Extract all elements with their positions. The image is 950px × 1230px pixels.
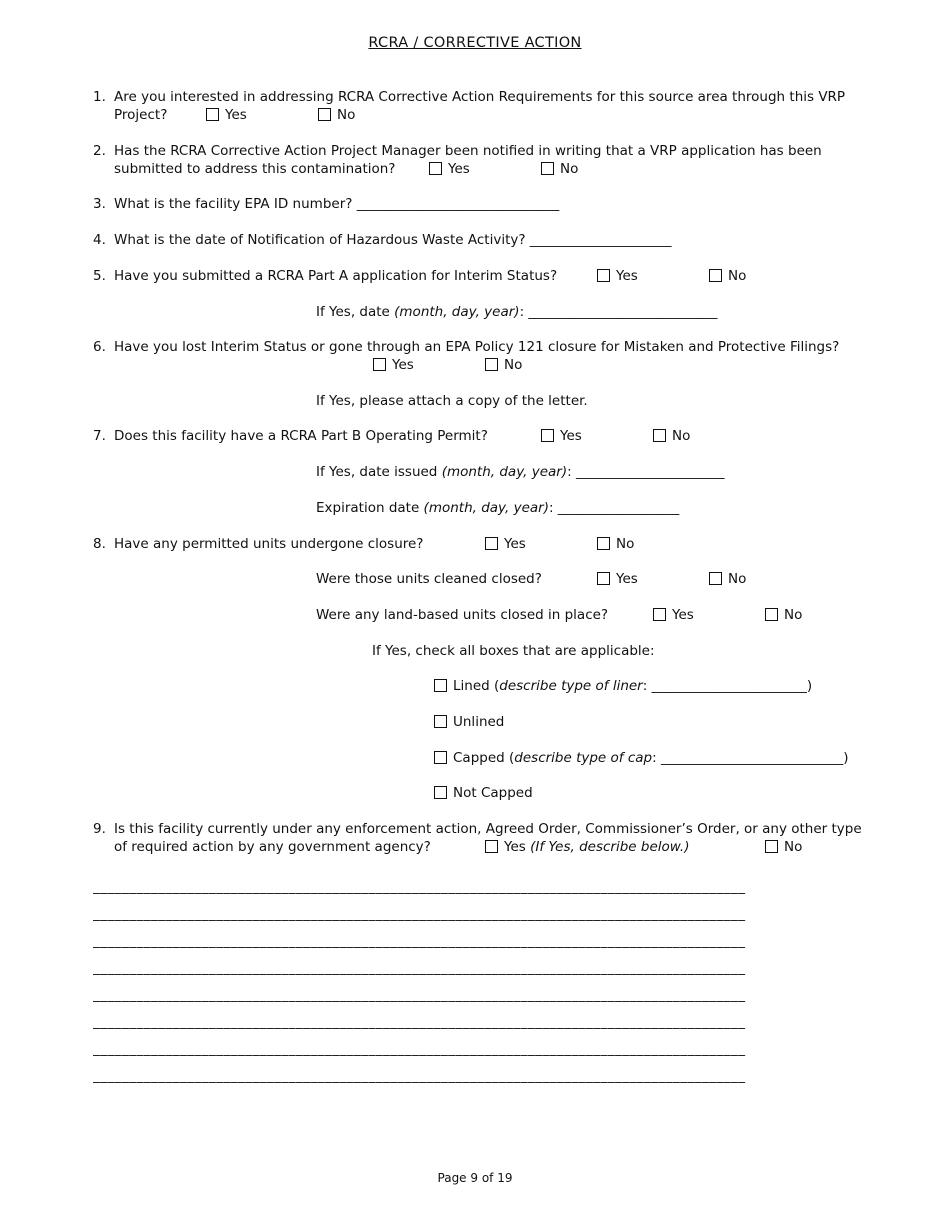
no-label: No: [560, 161, 579, 177]
q1-text: Are you interested in addressing RCRA Corrective Action Requirements for this source area through this VRP: [114, 89, 846, 105]
yes-label: Yes: [616, 571, 638, 587]
q5-yes-option[interactable]: [597, 267, 638, 285]
q7-expiration-date-field[interactable]: [316, 499, 679, 517]
answer-line[interactable]: __________________________________________________________________________________________: [93, 933, 746, 949]
yes-label: Yes: [560, 428, 582, 444]
capped-label: Capped (: [453, 750, 515, 766]
yes-label: Yes: [672, 607, 694, 623]
q2-text-cont: submitted to address this contamination?: [114, 161, 396, 177]
q7-no-checkbox[interactable]: [653, 429, 666, 442]
q5-text: Have you submitted a RCRA Part A application for Interim Status?: [114, 268, 558, 284]
no-label: No: [728, 571, 747, 587]
q8-cleaned-yes-option[interactable]: [597, 570, 638, 588]
q1-number: 1.: [93, 89, 106, 105]
q6-text: Have you lost Interim Status or gone through an EPA Policy 121 closure for Mistaken and Protective Filings?: [114, 339, 840, 355]
q9-number: 9.: [93, 821, 106, 837]
q1-yes-option[interactable]: [206, 106, 247, 124]
q6-yes-checkbox[interactable]: [373, 358, 386, 371]
q5-no-checkbox[interactable]: [709, 269, 722, 282]
q8-cleaned-no-checkbox[interactable]: [709, 572, 722, 585]
yes-label: Yes: [448, 161, 470, 177]
q7-expiration-format: (month, day, year): [423, 500, 549, 516]
answer-line[interactable]: __________________________________________________________________________________________: [93, 960, 746, 976]
lined-describe-hint: describe type of liner: [499, 678, 643, 694]
answer-line[interactable]: __________________________________________________________________________________________: [93, 1041, 746, 1057]
q2-yes-option[interactable]: [429, 160, 470, 178]
q9-no-checkbox[interactable]: [765, 840, 778, 853]
q5-number: 5.: [93, 268, 106, 284]
q4-notification-date-field[interactable]: What is the date of Notification of Hazardous Waste Activity? _____________________: [114, 232, 672, 248]
q3-epa-id-field[interactable]: What is the facility EPA ID number? ______________________________: [114, 196, 560, 212]
q2-yes-checkbox[interactable]: [429, 162, 442, 175]
q8-number: 8.: [93, 536, 106, 552]
q2-no-option[interactable]: [541, 160, 578, 178]
q6-yes-option[interactable]: [373, 356, 414, 374]
q8-unlined-option[interactable]: [434, 713, 504, 731]
page-number: Page 9 of 19: [437, 1171, 513, 1185]
q8-land-yes-option[interactable]: [653, 606, 694, 624]
answer-line[interactable]: __________________________________________________________________________________________: [93, 879, 746, 895]
q7-yes-checkbox[interactable]: [541, 429, 554, 442]
q8-land-no-option[interactable]: [765, 606, 802, 624]
q7-expiration-blank[interactable]: : __________________: [548, 500, 680, 516]
q4-number: 4.: [93, 232, 106, 248]
answer-line[interactable]: __________________________________________________________________________________________: [93, 1068, 746, 1084]
lined-blank[interactable]: : _______________________): [642, 678, 813, 694]
q8-lined-option[interactable]: [434, 677, 812, 695]
page-title: RCRA / CORRECTIVE ACTION: [368, 35, 582, 51]
q1-yes-checkbox[interactable]: [206, 108, 219, 121]
q8-land-based-text: Were any land-based units closed in place?: [316, 607, 609, 623]
q8-lined-checkbox[interactable]: [434, 679, 447, 692]
q8-land-no-checkbox[interactable]: [765, 608, 778, 621]
answer-line[interactable]: __________________________________________________________________________________________: [93, 987, 746, 1003]
q6-no-option[interactable]: [485, 356, 522, 374]
capped-blank[interactable]: : ___________________________): [652, 750, 849, 766]
yes-label: Yes: [392, 357, 414, 373]
answer-line[interactable]: __________________________________________________________________________________________: [93, 1014, 746, 1030]
q7-no-option[interactable]: [653, 427, 690, 445]
no-label: No: [616, 536, 635, 552]
yes-label: Yes: [504, 536, 526, 552]
q3-number: 3.: [93, 196, 106, 212]
not-capped-label: Not Capped: [453, 785, 533, 801]
unlined-label: Unlined: [453, 714, 505, 730]
q8-capped-checkbox[interactable]: [434, 751, 447, 764]
yes-label: Yes: [616, 268, 638, 284]
q8-cleaned-closed-text: Were those units cleaned closed?: [316, 571, 542, 587]
q8-no-option[interactable]: [597, 535, 634, 553]
q8-cleaned-no-option[interactable]: [709, 570, 746, 588]
q5-date-label: If Yes, date: [316, 304, 395, 320]
q8-unlined-checkbox[interactable]: [434, 715, 447, 728]
q5-no-option[interactable]: [709, 267, 746, 285]
yes-label: Yes: [225, 107, 247, 123]
q7-issued-date-field[interactable]: [316, 463, 724, 481]
q9-yes-checkbox[interactable]: [485, 840, 498, 853]
q9-text-cont: of required action by any government agency?: [114, 839, 431, 855]
q9-yes-option[interactable]: [485, 838, 690, 856]
q8-yes-option[interactable]: [485, 535, 526, 553]
yes-label: Yes: [504, 839, 526, 855]
q6-number: 6.: [93, 339, 106, 355]
q5-yes-checkbox[interactable]: [597, 269, 610, 282]
q1-no-option[interactable]: [318, 106, 355, 124]
q9-no-option[interactable]: [765, 838, 802, 856]
q7-number: 7.: [93, 428, 106, 444]
no-label: No: [784, 607, 803, 623]
q7-text: Does this facility have a RCRA Part B Operating Permit?: [114, 428, 488, 444]
q8-capped-option[interactable]: [434, 749, 848, 767]
q7-issued-label: If Yes, date issued: [316, 464, 442, 480]
lined-label: Lined (: [453, 678, 500, 694]
q7-yes-option[interactable]: [541, 427, 582, 445]
q2-no-checkbox[interactable]: [541, 162, 554, 175]
q8-no-checkbox[interactable]: [597, 537, 610, 550]
q8-yes-checkbox[interactable]: [485, 537, 498, 550]
no-label: No: [504, 357, 523, 373]
q7-expiration-label: Expiration date: [316, 500, 424, 516]
q5-date-field[interactable]: [316, 303, 717, 321]
q1-no-checkbox[interactable]: [318, 108, 331, 121]
no-label: No: [672, 428, 691, 444]
q8-text: Have any permitted units undergone closure?: [114, 536, 424, 552]
no-label: No: [784, 839, 803, 855]
answer-line[interactable]: __________________________________________________________________________________________: [93, 906, 746, 922]
q9-yes-note: (If Yes, describe below.): [530, 839, 690, 855]
q2-text: Has the RCRA Corrective Action Project Manager been notified in writing that a VRP application has been: [114, 143, 822, 159]
q1-text-cont: Project?: [114, 107, 168, 123]
q5-date-blank[interactable]: : ____________________________: [519, 304, 718, 320]
q5-date-format: (month, day, year): [394, 304, 520, 320]
q6-instruction: If Yes, please attach a copy of the letter.: [316, 393, 588, 409]
q8-land-yes-checkbox[interactable]: [653, 608, 666, 621]
q8-check-all-instruction: If Yes, check all boxes that are applicable:: [372, 643, 655, 659]
no-label: No: [337, 107, 356, 123]
no-label: No: [728, 268, 747, 284]
q8-cleaned-yes-checkbox[interactable]: [597, 572, 610, 585]
q7-issued-format: (month, day, year): [441, 464, 568, 480]
q8-not-capped-option[interactable]: [434, 784, 533, 802]
q7-issued-blank[interactable]: : ______________________: [567, 464, 725, 480]
q9-text: Is this facility currently under any enforcement action, Agreed Order, Commissioner’s Order, or any other type: [114, 821, 862, 837]
q6-no-checkbox[interactable]: [485, 358, 498, 371]
q2-number: 2.: [93, 143, 106, 159]
capped-describe-hint: describe type of cap: [514, 750, 653, 766]
q8-not-capped-checkbox[interactable]: [434, 786, 447, 799]
